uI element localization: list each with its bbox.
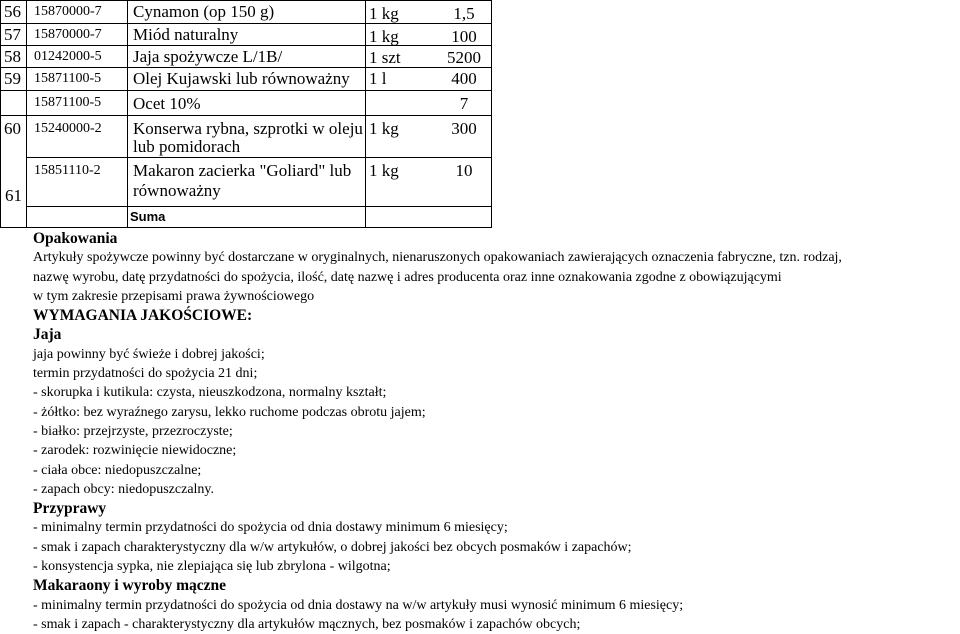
row-product-name: [133, 160, 363, 182]
eggs-line: termin przydatności do spożycia 21 dni;: [33, 366, 258, 382]
row-product-name-line1: Makaron zacierka "Goliard" lub: [133, 161, 352, 180]
eggs-line: jaja powinny być świeże i dobrej jakości;: [33, 346, 265, 362]
row-unit: 1 szt: [369, 48, 401, 67]
row-product-name-line2: równoważny: [133, 181, 221, 200]
row-product-name-line1: Konserwa rybna, szprotki w oleju: [133, 119, 363, 138]
row-code: 15871100-5: [34, 71, 102, 86]
row-product-name-line2: lub pomidorach: [133, 137, 241, 156]
pasta-heading: Makaraony i wyroby mączne: [33, 577, 227, 595]
eggs-line: - zarodek: rozwinięcie niewidoczne;: [33, 443, 237, 459]
row-number: 61: [5, 186, 22, 205]
row-quantity: 300: [451, 119, 477, 138]
row-number: 59: [4, 69, 21, 88]
row-code: 01242000-5: [34, 49, 102, 64]
eggs-heading: Jaja: [33, 326, 62, 344]
row-number: 56: [4, 2, 21, 21]
eggs-line: - białko: przejrzyste, przezroczyste;: [33, 423, 233, 439]
eggs-line: - ciała obce: niedopuszczalne;: [33, 462, 202, 478]
row-code: 15870000-7: [34, 27, 102, 42]
row-quantity: 400: [451, 69, 477, 88]
row-unit: 1 kg: [369, 4, 399, 23]
eggs-line: - żółtko: bez wyraźnego zarysu, lekko ruchome podczas obrotu jajem;: [33, 404, 426, 420]
row-code: 15871100-5: [34, 95, 102, 110]
row-product-name: Miód naturalny: [133, 25, 239, 44]
packaging-line: nazwę wyrobu, datę przydatności do spożycia, ilość, datę nazwę i adres producenta oraz inne oznakowania zgodne z obowiązującymi: [33, 269, 782, 285]
row-quantity: 7: [459, 94, 469, 113]
row-unit: 1 kg: [369, 27, 399, 46]
spices-line: - smak i zapach charakterystyczny dla w/w artykułów, o dobrej jakości bez obcych posmaków i zapachów;: [33, 539, 632, 555]
row-quantity: 5200: [447, 48, 481, 67]
eggs-line: - zapach obcy: niedopuszczalny.: [33, 481, 215, 497]
eggs-line: - skorupka i kutikula: czysta, nieuszkodzona, normalny kształt;: [33, 385, 387, 401]
packaging-heading: Opakowania: [33, 230, 118, 247]
row-product-name: Olej Kujawski lub równoważny: [133, 69, 350, 88]
row-product-name: Ocet 10%: [133, 94, 201, 113]
row-quantity: 100: [451, 27, 477, 46]
spices-line: - minimalny termin przydatności do spożycia od dnia dostawy minimum 6 miesięcy;: [33, 520, 508, 536]
row-quantity: 1,5: [453, 4, 475, 23]
row-unit: 1 l: [369, 69, 387, 88]
row-unit: 1 kg: [369, 119, 399, 138]
row-code: 15870000-7: [34, 4, 102, 19]
row-quantity: 10: [455, 161, 473, 180]
row-number: 60: [4, 119, 21, 138]
packaging-line: w tym zakresie przepisami prawa żywnościowego: [33, 288, 315, 304]
product-table: [0, 0, 960, 230]
row-number: 57: [4, 25, 21, 44]
sum-label: Suma: [130, 209, 166, 224]
row-unit: 1 kg: [369, 161, 399, 180]
requirements-text: [33, 229, 948, 634]
row-code: 15240000-2: [34, 121, 102, 136]
pasta-line: - minimalny termin przydatności do spożycia od dnia dostawy na w/w artykuły musi wynosić minimum 6 miesięcy;: [33, 597, 684, 613]
row-code: 15851110-2: [34, 163, 101, 178]
row-product-name: Jaja spożywcze L/1B/: [133, 47, 283, 66]
packaging-line: Artykuły spożywcze powinny być dostarczane w oryginalnych, nienaruszonych opakowaniach zawierających oznaczenia fabryczne, tzn. rodzaj,: [33, 250, 842, 266]
pasta-line: - smak i zapach - charakterystyczny dla artykułów mącznych, bez posmaków i zapachów obcych;: [33, 616, 581, 632]
row-number: 58: [4, 47, 21, 66]
spices-heading: Przyprawy: [33, 500, 107, 518]
quality-heading: WYMAGANIA JAKOŚCIOWE:: [33, 307, 253, 325]
spices-line: - konsystencja sypka, nie zlepiająca się lub zbrylona - wilgotna;: [33, 559, 391, 575]
row-product-name: Cynamon (op 150 g): [133, 2, 275, 21]
